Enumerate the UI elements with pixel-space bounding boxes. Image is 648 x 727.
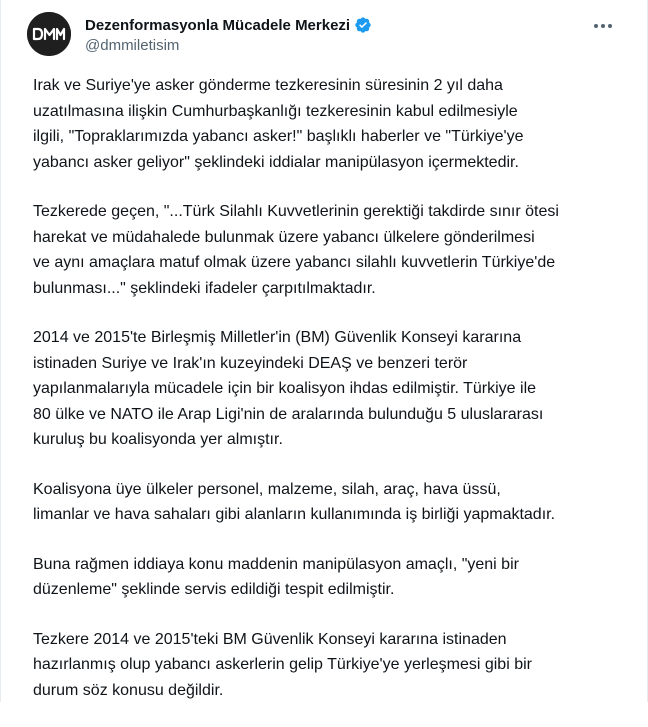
- tweet-line: Buna rağmen iddiaya konu maddenin manipülasyon amaçlı, "yeni bir: [33, 555, 519, 573]
- tweet-line: limanlar ve hava sahaları gibi alanların kullanımında iş birliği yapmaktadır.: [33, 506, 556, 523]
- tweet-paragraph: [33, 627, 623, 704]
- tweet-line: ve aynı amaçlara matuf olmak üzere yabancı silahlı kuvvetlerin Türkiye'de: [33, 254, 556, 271]
- tweet-line: Tezkere 2014 ve 2015'teki BM Güvenlik Konseyi kararına istinaden: [33, 630, 507, 648]
- tweet-line: uzatılmasına ilişkin Cumhurbaşkanlığı tezkeresinin kabul edilmesiyle: [33, 102, 518, 120]
- display-name-row: [85, 14, 372, 36]
- dmm-logo-icon: [27, 12, 71, 56]
- tweet-text: [33, 73, 623, 727]
- verified-badge-icon: [354, 16, 372, 34]
- tweet-paragraph: [33, 199, 623, 301]
- tweet-line: 2014 ve 2015'te Birleşmiş Milletler'in (BM) Güvenlik Konseyi kararına: [33, 329, 522, 346]
- tweet-paragraph: [33, 552, 623, 603]
- tweet-line: durum söz konusu değildir.: [33, 681, 224, 699]
- tweet-line: Tezkerede geçen, "...Türk Silahlı Kuvvetlerinin gerektiği takdirde sınır ötesi: [33, 203, 559, 220]
- author-handle[interactable]: @dmmiletisim: [85, 37, 180, 54]
- tweet-line: Koalisyona üye ülkeler personel, malzeme, silah, araç, hava üssü,: [33, 480, 501, 498]
- tweet-line: istinaden Suriye ve Irak'ın kuzeyindeki DEAŞ ve benzeri terör: [33, 354, 468, 372]
- tweet-paragraph: [33, 477, 623, 528]
- tweet-line: kuruluş bu koalisyonda yer almıştır.: [33, 431, 283, 448]
- author-names: [85, 14, 372, 54]
- display-name[interactable]: Dezenformasyonla Mücadele Merkezi: [85, 16, 351, 34]
- tweet-line: bulunması..." şeklindeki ifadeler çarpıtılmaktadır.: [33, 279, 376, 297]
- tweet-line: hazırlanmış olup yabancı askerlerin gelip Türkiye'ye yerleşmesi gibi bir: [33, 656, 532, 673]
- tweet-line: 80 ülke ve NATO ile Arap Ligi'nin de aralarında bulunduğu 5 uluslararası: [33, 405, 544, 423]
- avatar[interactable]: [27, 12, 71, 56]
- tweet-line: Irak ve Suriye'ye asker gönderme tezkeresinin süresinin 2 yıl daha: [33, 77, 503, 94]
- tweet-line: ilgili, "Topraklarımızda yabancı asker!" başlıklı haberler ve "Türkiye'ye: [33, 128, 524, 145]
- tweet-line: harekat ve müdahalede bulunmak üzere yabancı ülkelere gönderilmesi: [33, 228, 535, 246]
- tweet-line: düzenleme" şeklinde servis edildiği tespit edilmiştir.: [33, 581, 395, 598]
- more-horizontal-icon: [594, 24, 598, 28]
- tweet-header: [27, 10, 621, 62]
- more-horizontal-icon: [601, 24, 605, 28]
- tweet-paragraph: [33, 73, 623, 175]
- tweet-line: yapılanmalarıyla mücadele için bir koalisyon ihdas edilmiştir. Türkiye ile: [33, 380, 537, 397]
- more-horizontal-icon: [608, 24, 612, 28]
- tweet-line: yabancı asker geliyor" şeklindeki iddialar manipülasyon içermektedir.: [33, 153, 519, 171]
- more-options-button[interactable]: [589, 16, 617, 36]
- tweet-paragraph: [33, 325, 623, 453]
